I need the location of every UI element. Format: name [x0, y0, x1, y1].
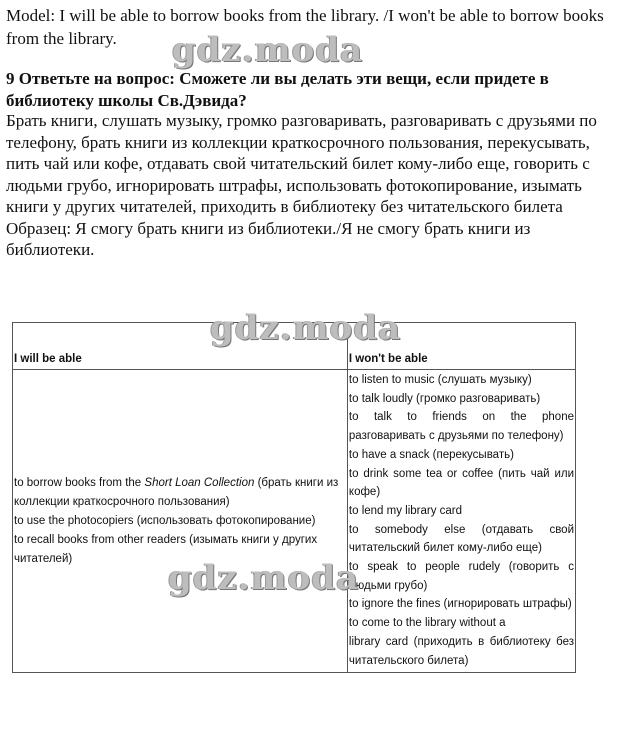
question-body [6, 110, 618, 261]
wont-item: to talk to friends on the phone разговаривать с друзьями по телефону) [348, 411, 574, 443]
watermark-middle: gdz.moda [210, 308, 402, 348]
will-item: to use the photocopiers (использовать фотокопирование) [14, 514, 316, 527]
header-will: I will be able [13, 323, 348, 370]
answer-table [12, 322, 576, 673]
watermark-top: gdz.moda [172, 30, 364, 70]
wont-item: to talk loudly (громко разговаривать) [348, 392, 541, 405]
wont-item: to have a snack (перекусывать) [348, 448, 514, 461]
wont-cell [347, 370, 575, 673]
question-sample: Образец: Я смогу брать книги из библиотеки./Я не смогу брать книги из библиотеки. [6, 218, 531, 259]
wont-item: to speak to people rudely (говорить с людьми грубо) [348, 561, 574, 592]
question-text: Брать книги, слушать музыку, громко разговаривать, разговаривать с друзьями по телефону, брать книги из коллекции краткосрочного пользования, перекусывать, пить чай или кофе, отдавать свой читательский билет кому-либо еще, говорить с людьми грубо, игнорировать штрафы, использовать фотокопирование, изымать книги у других читателей, приходить в библиотеку без читательского билета [6, 111, 597, 216]
header-wont: I won't be able [347, 323, 575, 370]
wont-item: to lend my library card [348, 504, 463, 517]
table-body-row [13, 370, 576, 673]
model-sentence [6, 4, 618, 50]
will-item: to borrow books from the Short Loan Collection (брать книги из коллекции краткосрочного пользования) [14, 476, 339, 508]
wont-item: to somebody else (отдавать свой читательский билет кому-либо еще) [348, 523, 574, 555]
question-title: 9 Ответьте на вопрос: Сможете ли вы делать эти вещи, если придете в библиотеку школы Св.Дэвида? [6, 69, 549, 110]
wont-item: to ignore the fines (игнорировать штрафы) [348, 598, 572, 611]
wont-item: library card (приходить в библиотеку без читательского билета) [348, 635, 574, 667]
model-label: Model: [6, 6, 56, 25]
will-item: to recall books from other readers (изымать книги у других читателей) [14, 533, 318, 565]
table-header-row [13, 323, 576, 370]
will-cell [13, 370, 348, 673]
wont-item: to come to the library without a [348, 617, 506, 630]
wont-item: to listen to music (слушать музыку) [348, 374, 532, 386]
watermark-bottom: gdz.moda [168, 558, 360, 598]
wont-item: to drink some tea or coffee (пить чай или кофе) [348, 467, 574, 499]
model-text: I will be able to borrow books from the library. /I won't be able to borrow books from the library. [6, 6, 604, 48]
